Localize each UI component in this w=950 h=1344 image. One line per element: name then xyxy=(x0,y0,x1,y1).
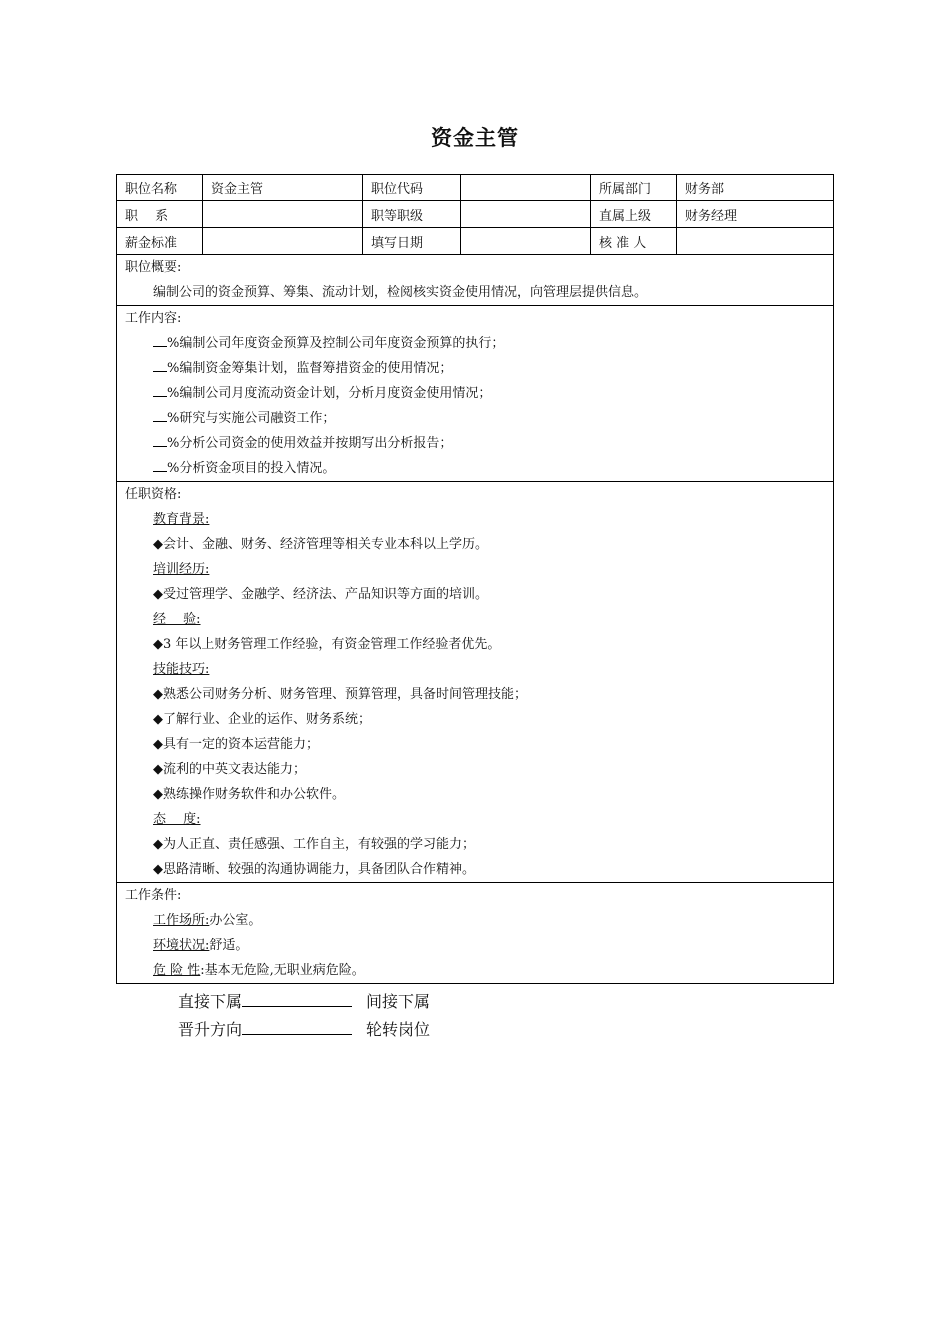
indirect-subordinate-label: 间接下属 xyxy=(366,992,431,1011)
job-description-table xyxy=(116,174,834,984)
overview-section xyxy=(117,255,833,306)
position-code-value xyxy=(461,175,591,200)
position-name-value: 资金主管 xyxy=(203,175,363,200)
conditions-section xyxy=(117,883,833,983)
header-row xyxy=(117,201,833,228)
supervisor-value: 财务经理 xyxy=(685,208,738,224)
qualifications-label: 任职资格: xyxy=(125,487,182,502)
conditions-label: 工作条件: xyxy=(125,888,182,903)
percent-blank xyxy=(153,407,167,422)
condition-risk: 危 险 性:基本无危险,无职业病危险。 xyxy=(153,963,365,978)
approver-label: 核 准 人 xyxy=(591,228,677,254)
salary-label: 薪金标准 xyxy=(117,228,203,254)
header-row xyxy=(117,175,833,201)
percent-blank xyxy=(153,357,167,372)
percent-blank xyxy=(153,382,167,397)
overview-label: 职位概要: xyxy=(125,260,182,275)
attitude-item: ◆为人正直、责任感强、工作自主，有较强的学习能力； xyxy=(153,837,475,852)
job-family-value xyxy=(203,201,363,227)
position-name-label: 职位名称 xyxy=(117,175,203,200)
page-title: 资金主管 xyxy=(431,126,519,150)
training-label: 培训经历: xyxy=(153,562,210,577)
qualifications-section xyxy=(117,482,833,883)
fill-date-value xyxy=(461,228,591,254)
skill-item: ◆熟练操作财务软件和办公软件。 xyxy=(153,787,345,802)
direct-subordinate-blank xyxy=(242,989,352,1007)
duty-item: %编制公司年度资金预算及控制公司年度资金预算的执行； xyxy=(117,331,833,356)
position-code-label: 职位代码 xyxy=(363,175,461,200)
overview-text: 编制公司的资金预算、筹集、流动计划，检阅核实资金使用情况，向管理层提供信息。 xyxy=(153,285,648,300)
percent-blank xyxy=(153,432,167,447)
skill-item: ◆熟悉公司财务分析、财务管理、预算管理，具备时间管理技能； xyxy=(153,687,527,702)
training-item: ◆受过管理学、金融学、经济法、产品知识等方面的培训。 xyxy=(153,587,488,602)
duty-item: %编制公司月度流动资金计划，分析月度资金使用情况； xyxy=(117,381,833,406)
duties-section xyxy=(117,306,833,482)
header-grid xyxy=(117,175,833,255)
footer-career xyxy=(178,1017,430,1040)
direct-subordinate-label: 直接下属 xyxy=(178,992,243,1011)
skills-label: 技能技巧: xyxy=(153,662,210,677)
department-label: 所属部门 xyxy=(591,175,677,200)
percent-blank xyxy=(153,332,167,347)
promotion-label: 晋升方向 xyxy=(178,1020,243,1039)
supervisor-label: 直属上级 xyxy=(591,201,677,227)
approver-value xyxy=(677,228,833,254)
education-label: 教育背景: xyxy=(153,512,210,527)
promotion-blank xyxy=(242,1017,352,1035)
duty-item: %研究与实施公司融资工作； xyxy=(117,406,833,431)
duty-item: %编制资金筹集计划，监督筹措资金的使用情况； xyxy=(117,356,833,381)
footer-subordinates xyxy=(178,989,430,1012)
department-value: 财务部 xyxy=(685,182,725,197)
duty-item: %分析公司资金的使用效益并按期写出分析报告； xyxy=(117,431,833,456)
skill-item: ◆了解行业、企业的运作、财务系统； xyxy=(153,712,371,727)
attitude-label: 态 度: xyxy=(153,812,201,827)
salary-value xyxy=(203,228,363,254)
education-item: ◆会计、金融、财务、经济管理等相关专业本科以上学历。 xyxy=(153,537,488,552)
rotation-label: 轮转岗位 xyxy=(366,1020,431,1039)
job-family-label: 职 系 xyxy=(117,201,203,227)
grade-label: 职等职级 xyxy=(363,201,461,227)
condition-place: 工作场所:办公室。 xyxy=(153,913,262,928)
condition-environment: 环境状况:舒适。 xyxy=(153,938,249,953)
attitude-item: ◆思路清晰、较强的沟通协调能力，具备团队合作精神。 xyxy=(153,862,475,877)
percent-blank xyxy=(153,457,167,472)
experience-label: 经 验: xyxy=(153,612,201,627)
skill-item: ◆具有一定的资本运营能力； xyxy=(153,737,319,752)
skill-item: ◆流利的中英文表达能力； xyxy=(153,762,306,777)
grade-value xyxy=(461,201,591,227)
experience-item: ◆3 年以上财务管理工作经验，有资金管理工作经验者优先。 xyxy=(153,637,501,652)
duties-label: 工作内容: xyxy=(125,311,182,326)
header-row xyxy=(117,228,833,255)
fill-date-label: 填写日期 xyxy=(363,228,461,254)
duty-item: %分析资金项目的投入情况。 xyxy=(117,456,833,481)
